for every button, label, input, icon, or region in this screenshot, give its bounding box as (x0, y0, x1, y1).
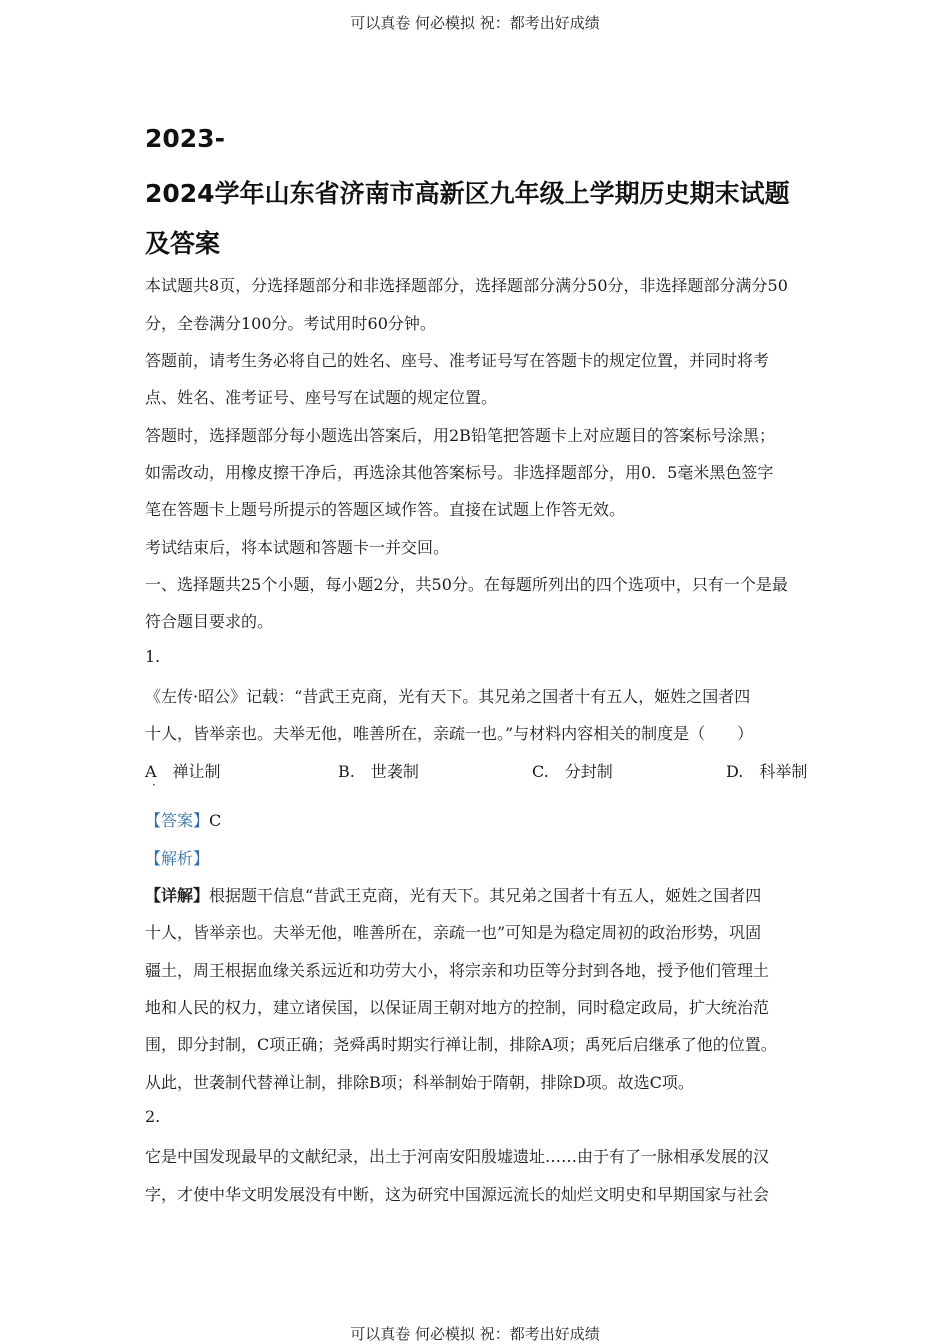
detail-line: 围，即分封制，C项正确；尧舜禹时期实行禅让制，排除A项；禹死后启继承了他的位置。 (145, 1035, 777, 1054)
detail-label: 【详解】 (145, 886, 210, 905)
option-a: A 禅让制 (145, 762, 221, 781)
answer-line (145, 808, 221, 831)
instruction-line: 考试结束后，将本试题和答题卡一并交回。 (145, 538, 450, 557)
section-heading: 一、选择题共25个小题，每小题2分，共50分。在每题所列出的四个选项中，只有一个是最 (145, 575, 788, 594)
title-line-2: 2024学年山东省济南市高新区九年级上学期历史期末试题 (145, 179, 790, 208)
question-stem: 《左传·昭公》记载：“昔武王克商，光有天下。其兄弟之国者十有五人，姬姓之国者四 (145, 687, 751, 706)
option-d: D. 科举制 (726, 762, 808, 781)
detail-text: 根据题干信息“昔武王克商，光有天下。其兄弟之国者十有五人，姬姓之国者四 (209, 886, 762, 905)
instruction-line: 笔在答题卡上题号所提示的答题区域作答。直接在试题上作答无效。 (145, 500, 626, 519)
option-dot-mark: · (152, 778, 156, 792)
question-number: 1. (145, 647, 161, 666)
answer-label: 【答案】 (145, 811, 210, 830)
detail-line (145, 883, 761, 906)
instruction-line: 答题时，选择题部分每小题选出答案后，用2B铅笔把答题卡上对应题目的答案标号涂黑； (145, 426, 775, 445)
analysis-label: 【解析】 (145, 849, 210, 868)
instruction-line: 本试题共8页，分选择题部分和非选择题部分，选择题部分满分50分，非选择题部分满分50 (145, 276, 788, 295)
page-header: 可以真卷 何必模拟 祝：都考出好成绩 (350, 14, 600, 32)
detail-line: 疆土，周王根据血缘关系远近和功劳大小，将宗亲和功臣等分封到各地，授予他们管理土 (145, 961, 770, 980)
title-line-3: 及答案 (145, 229, 221, 258)
option-b: B. 世袭制 (338, 762, 419, 781)
instruction-line: 点、姓名、准考证号、座号写在试题的规定位置。 (145, 388, 498, 407)
question-stem: 它是中国发现最早的文献纪录，出土于河南安阳殷墟遗址……由于有了一脉相承发展的汉 (145, 1147, 770, 1166)
question-stem: 十人，皆举亲也。夫举无他，唯善所在，亲疏一也。”与材料内容相关的制度是（ ） (145, 724, 754, 743)
instruction-line: 分，全卷满分100分。考试用时60分钟。 (145, 314, 436, 333)
detail-line: 地和人民的权力，建立诸侯国，以保证周王朝对地方的控制，同时稳定政局，扩大统治范 (145, 998, 770, 1017)
title-line-1: 2023- (145, 124, 225, 153)
option-c: C. 分封制 (532, 762, 613, 781)
instruction-line: 答题前，请考生务必将自己的姓名、座号、准考证号写在答题卡的规定位置，并同时将考 (145, 351, 770, 370)
section-heading: 符合题目要求的。 (145, 612, 274, 631)
question-stem: 字，才使中华文明发展没有中断，这为研究中国源远流长的灿烂文明史和早期国家与社会 (145, 1185, 770, 1204)
page-footer: 可以真卷 何必模拟 祝：都考出好成绩 (350, 1325, 600, 1343)
answer-value: C (209, 811, 222, 830)
detail-line: 十人，皆举亲也。夫举无他，唯善所在，亲疏一也”可知是为稳定周初的政治形势，巩固 (145, 923, 762, 942)
question-number: 2. (145, 1107, 161, 1126)
detail-line: 从此，世袭制代替禅让制，排除B项；科举制始于隋朝，排除D项。故选C项。 (145, 1073, 694, 1092)
instruction-line: 如需改动，用橡皮擦干净后，再选涂其他答案标号。非选择题部分，用0．5毫米黑色签字 (145, 463, 774, 482)
